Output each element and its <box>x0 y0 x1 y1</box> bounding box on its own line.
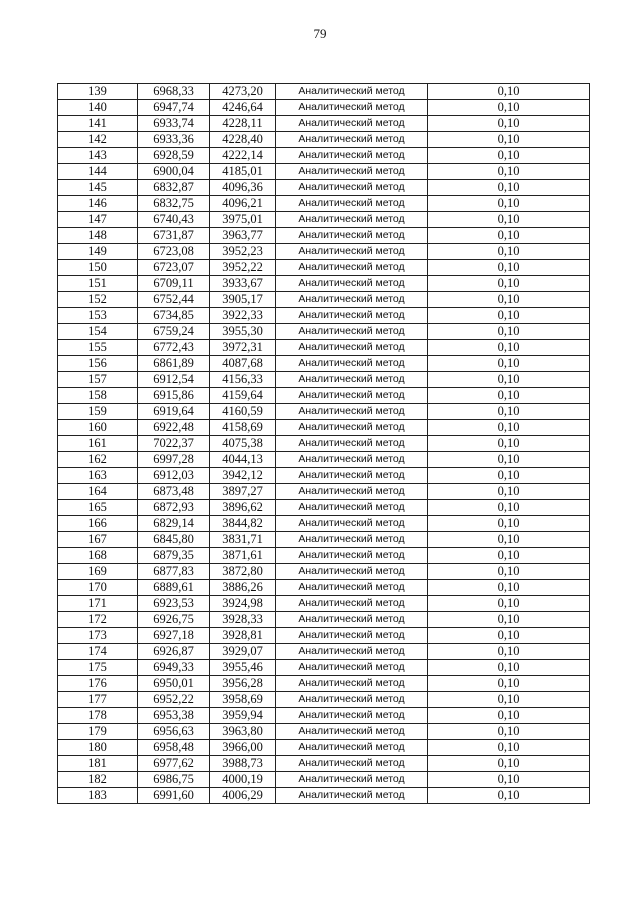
point-number-cell: 143 <box>58 148 138 164</box>
accuracy-cell: 0,10 <box>428 468 590 484</box>
x-coordinate-cell: 6950,01 <box>138 676 210 692</box>
y-coordinate-cell: 4159,64 <box>210 388 276 404</box>
method-cell: Аналитический метод <box>276 340 428 356</box>
accuracy-cell: 0,10 <box>428 516 590 532</box>
x-coordinate-cell: 6991,60 <box>138 788 210 804</box>
table-row <box>58 436 590 452</box>
accuracy-cell: 0,10 <box>428 580 590 596</box>
point-number-cell: 142 <box>58 132 138 148</box>
method-cell: Аналитический метод <box>276 180 428 196</box>
accuracy-cell: 0,10 <box>428 676 590 692</box>
y-coordinate-cell: 3928,33 <box>210 612 276 628</box>
table-row <box>58 276 590 292</box>
table-row <box>58 244 590 260</box>
accuracy-cell: 0,10 <box>428 404 590 420</box>
table-row <box>58 692 590 708</box>
method-cell: Аналитический метод <box>276 292 428 308</box>
point-number-cell: 168 <box>58 548 138 564</box>
method-cell: Аналитический метод <box>276 452 428 468</box>
y-coordinate-cell: 4006,29 <box>210 788 276 804</box>
method-cell: Аналитический метод <box>276 164 428 180</box>
point-number-cell: 180 <box>58 740 138 756</box>
table-row <box>58 324 590 340</box>
y-coordinate-cell: 3872,80 <box>210 564 276 580</box>
accuracy-cell: 0,10 <box>428 100 590 116</box>
accuracy-cell: 0,10 <box>428 356 590 372</box>
y-coordinate-cell: 3952,23 <box>210 244 276 260</box>
point-number-cell: 156 <box>58 356 138 372</box>
method-cell: Аналитический метод <box>276 308 428 324</box>
table-row <box>58 580 590 596</box>
table-row <box>58 756 590 772</box>
method-cell: Аналитический метод <box>276 372 428 388</box>
y-coordinate-cell: 4075,38 <box>210 436 276 452</box>
x-coordinate-cell: 6933,74 <box>138 116 210 132</box>
y-coordinate-cell: 4228,40 <box>210 132 276 148</box>
accuracy-cell: 0,10 <box>428 116 590 132</box>
table-row <box>58 164 590 180</box>
x-coordinate-cell: 6709,11 <box>138 276 210 292</box>
method-cell: Аналитический метод <box>276 148 428 164</box>
accuracy-cell: 0,10 <box>428 244 590 260</box>
y-coordinate-cell: 3831,71 <box>210 532 276 548</box>
method-cell: Аналитический метод <box>276 756 428 772</box>
accuracy-cell: 0,10 <box>428 420 590 436</box>
x-coordinate-cell: 6900,04 <box>138 164 210 180</box>
table-row <box>58 452 590 468</box>
point-number-cell: 163 <box>58 468 138 484</box>
table-row <box>58 724 590 740</box>
point-number-cell: 144 <box>58 164 138 180</box>
x-coordinate-cell: 6923,53 <box>138 596 210 612</box>
accuracy-cell: 0,10 <box>428 740 590 756</box>
accuracy-cell: 0,10 <box>428 756 590 772</box>
point-number-cell: 167 <box>58 532 138 548</box>
x-coordinate-cell: 6915,86 <box>138 388 210 404</box>
method-cell: Аналитический метод <box>276 660 428 676</box>
y-coordinate-cell: 4096,21 <box>210 196 276 212</box>
point-number-cell: 173 <box>58 628 138 644</box>
coordinates-table <box>57 83 590 804</box>
table-row <box>58 116 590 132</box>
table-row <box>58 260 590 276</box>
method-cell: Аналитический метод <box>276 564 428 580</box>
method-cell: Аналитический метод <box>276 420 428 436</box>
accuracy-cell: 0,10 <box>428 180 590 196</box>
point-number-cell: 146 <box>58 196 138 212</box>
table-row <box>58 132 590 148</box>
table-row <box>58 84 590 100</box>
table-row <box>58 532 590 548</box>
method-cell: Аналитический метод <box>276 132 428 148</box>
accuracy-cell: 0,10 <box>428 452 590 468</box>
y-coordinate-cell: 3966,00 <box>210 740 276 756</box>
point-number-cell: 162 <box>58 452 138 468</box>
point-number-cell: 161 <box>58 436 138 452</box>
y-coordinate-cell: 3972,31 <box>210 340 276 356</box>
method-cell: Аналитический метод <box>276 468 428 484</box>
method-cell: Аналитический метод <box>276 772 428 788</box>
table-row <box>58 596 590 612</box>
table-row <box>58 564 590 580</box>
point-number-cell: 183 <box>58 788 138 804</box>
x-coordinate-cell: 6977,62 <box>138 756 210 772</box>
point-number-cell: 166 <box>58 516 138 532</box>
point-number-cell: 150 <box>58 260 138 276</box>
accuracy-cell: 0,10 <box>428 628 590 644</box>
y-coordinate-cell: 4160,59 <box>210 404 276 420</box>
table-row <box>58 548 590 564</box>
accuracy-cell: 0,10 <box>428 724 590 740</box>
method-cell: Аналитический метод <box>276 356 428 372</box>
y-coordinate-cell: 3896,62 <box>210 500 276 516</box>
table-row <box>58 356 590 372</box>
accuracy-cell: 0,10 <box>428 692 590 708</box>
point-number-cell: 139 <box>58 84 138 100</box>
method-cell: Аналитический метод <box>276 676 428 692</box>
x-coordinate-cell: 6953,38 <box>138 708 210 724</box>
x-coordinate-cell: 6997,28 <box>138 452 210 468</box>
y-coordinate-cell: 3886,26 <box>210 580 276 596</box>
accuracy-cell: 0,10 <box>428 612 590 628</box>
method-cell: Аналитический метод <box>276 244 428 260</box>
table-row <box>58 612 590 628</box>
x-coordinate-cell: 6772,43 <box>138 340 210 356</box>
y-coordinate-cell: 3952,22 <box>210 260 276 276</box>
x-coordinate-cell: 6873,48 <box>138 484 210 500</box>
table-row <box>58 420 590 436</box>
x-coordinate-cell: 6872,93 <box>138 500 210 516</box>
accuracy-cell: 0,10 <box>428 548 590 564</box>
x-coordinate-cell: 6926,87 <box>138 644 210 660</box>
accuracy-cell: 0,10 <box>428 788 590 804</box>
table-row <box>58 628 590 644</box>
y-coordinate-cell: 3922,33 <box>210 308 276 324</box>
coordinates-table-body <box>58 84 590 804</box>
point-number-cell: 182 <box>58 772 138 788</box>
method-cell: Аналитический метод <box>276 692 428 708</box>
point-number-cell: 169 <box>58 564 138 580</box>
x-coordinate-cell: 6723,08 <box>138 244 210 260</box>
x-coordinate-cell: 7022,37 <box>138 436 210 452</box>
page-number: 79 <box>313 26 327 41</box>
method-cell: Аналитический метод <box>276 84 428 100</box>
y-coordinate-cell: 3963,80 <box>210 724 276 740</box>
table-row <box>58 148 590 164</box>
table-row <box>58 660 590 676</box>
y-coordinate-cell: 3956,28 <box>210 676 276 692</box>
point-number-cell: 164 <box>58 484 138 500</box>
y-coordinate-cell: 3905,17 <box>210 292 276 308</box>
accuracy-cell: 0,10 <box>428 708 590 724</box>
x-coordinate-cell: 6829,14 <box>138 516 210 532</box>
y-coordinate-cell: 4044,13 <box>210 452 276 468</box>
table-row <box>58 708 590 724</box>
point-number-cell: 174 <box>58 644 138 660</box>
table-row <box>58 772 590 788</box>
x-coordinate-cell: 6879,35 <box>138 548 210 564</box>
point-number-cell: 179 <box>58 724 138 740</box>
point-number-cell: 158 <box>58 388 138 404</box>
accuracy-cell: 0,10 <box>428 644 590 660</box>
point-number-cell: 159 <box>58 404 138 420</box>
point-number-cell: 152 <box>58 292 138 308</box>
point-number-cell: 160 <box>58 420 138 436</box>
method-cell: Аналитический метод <box>276 100 428 116</box>
x-coordinate-cell: 6889,61 <box>138 580 210 596</box>
x-coordinate-cell: 6919,64 <box>138 404 210 420</box>
y-coordinate-cell: 3963,77 <box>210 228 276 244</box>
y-coordinate-cell: 3988,73 <box>210 756 276 772</box>
point-number-cell: 157 <box>58 372 138 388</box>
x-coordinate-cell: 6752,44 <box>138 292 210 308</box>
method-cell: Аналитический метод <box>276 580 428 596</box>
y-coordinate-cell: 3924,98 <box>210 596 276 612</box>
x-coordinate-cell: 6986,75 <box>138 772 210 788</box>
method-cell: Аналитический метод <box>276 596 428 612</box>
table-row <box>58 100 590 116</box>
y-coordinate-cell: 3844,82 <box>210 516 276 532</box>
accuracy-cell: 0,10 <box>428 500 590 516</box>
x-coordinate-cell: 6922,48 <box>138 420 210 436</box>
table-row <box>58 228 590 244</box>
method-cell: Аналитический метод <box>276 740 428 756</box>
x-coordinate-cell: 6877,83 <box>138 564 210 580</box>
method-cell: Аналитический метод <box>276 196 428 212</box>
accuracy-cell: 0,10 <box>428 324 590 340</box>
table-row <box>58 484 590 500</box>
accuracy-cell: 0,10 <box>428 532 590 548</box>
y-coordinate-cell: 4000,19 <box>210 772 276 788</box>
accuracy-cell: 0,10 <box>428 660 590 676</box>
y-coordinate-cell: 3928,81 <box>210 628 276 644</box>
x-coordinate-cell: 6740,43 <box>138 212 210 228</box>
x-coordinate-cell: 6933,36 <box>138 132 210 148</box>
point-number-cell: 175 <box>58 660 138 676</box>
x-coordinate-cell: 6949,33 <box>138 660 210 676</box>
accuracy-cell: 0,10 <box>428 260 590 276</box>
y-coordinate-cell: 4246,64 <box>210 100 276 116</box>
table-row <box>58 340 590 356</box>
point-number-cell: 178 <box>58 708 138 724</box>
table-row <box>58 308 590 324</box>
table-row <box>58 372 590 388</box>
method-cell: Аналитический метод <box>276 628 428 644</box>
method-cell: Аналитический метод <box>276 260 428 276</box>
point-number-cell: 148 <box>58 228 138 244</box>
point-number-cell: 140 <box>58 100 138 116</box>
method-cell: Аналитический метод <box>276 516 428 532</box>
x-coordinate-cell: 6845,80 <box>138 532 210 548</box>
accuracy-cell: 0,10 <box>428 308 590 324</box>
x-coordinate-cell: 6947,74 <box>138 100 210 116</box>
point-number-cell: 172 <box>58 612 138 628</box>
accuracy-cell: 0,10 <box>428 340 590 356</box>
y-coordinate-cell: 4156,33 <box>210 372 276 388</box>
table-row <box>58 212 590 228</box>
accuracy-cell: 0,10 <box>428 596 590 612</box>
y-coordinate-cell: 4185,01 <box>210 164 276 180</box>
method-cell: Аналитический метод <box>276 116 428 132</box>
point-number-cell: 154 <box>58 324 138 340</box>
y-coordinate-cell: 4228,11 <box>210 116 276 132</box>
x-coordinate-cell: 6912,54 <box>138 372 210 388</box>
table-row <box>58 516 590 532</box>
accuracy-cell: 0,10 <box>428 84 590 100</box>
point-number-cell: 171 <box>58 596 138 612</box>
accuracy-cell: 0,10 <box>428 164 590 180</box>
x-coordinate-cell: 6968,33 <box>138 84 210 100</box>
table-row <box>58 740 590 756</box>
accuracy-cell: 0,10 <box>428 772 590 788</box>
method-cell: Аналитический метод <box>276 788 428 804</box>
x-coordinate-cell: 6912,03 <box>138 468 210 484</box>
accuracy-cell: 0,10 <box>428 196 590 212</box>
x-coordinate-cell: 6927,18 <box>138 628 210 644</box>
y-coordinate-cell: 3955,30 <box>210 324 276 340</box>
x-coordinate-cell: 6928,59 <box>138 148 210 164</box>
accuracy-cell: 0,10 <box>428 292 590 308</box>
method-cell: Аналитический метод <box>276 484 428 500</box>
table-row <box>58 196 590 212</box>
x-coordinate-cell: 6926,75 <box>138 612 210 628</box>
point-number-cell: 181 <box>58 756 138 772</box>
method-cell: Аналитический метод <box>276 548 428 564</box>
x-coordinate-cell: 6958,48 <box>138 740 210 756</box>
y-coordinate-cell: 3958,69 <box>210 692 276 708</box>
method-cell: Аналитический метод <box>276 724 428 740</box>
x-coordinate-cell: 6723,07 <box>138 260 210 276</box>
method-cell: Аналитический метод <box>276 500 428 516</box>
method-cell: Аналитический метод <box>276 388 428 404</box>
method-cell: Аналитический метод <box>276 324 428 340</box>
point-number-cell: 151 <box>58 276 138 292</box>
accuracy-cell: 0,10 <box>428 372 590 388</box>
point-number-cell: 149 <box>58 244 138 260</box>
method-cell: Аналитический метод <box>276 708 428 724</box>
point-number-cell: 153 <box>58 308 138 324</box>
x-coordinate-cell: 6952,22 <box>138 692 210 708</box>
method-cell: Аналитический метод <box>276 276 428 292</box>
point-number-cell: 141 <box>58 116 138 132</box>
point-number-cell: 177 <box>58 692 138 708</box>
table-row <box>58 676 590 692</box>
method-cell: Аналитический метод <box>276 644 428 660</box>
accuracy-cell: 0,10 <box>428 276 590 292</box>
x-coordinate-cell: 6734,85 <box>138 308 210 324</box>
y-coordinate-cell: 4087,68 <box>210 356 276 372</box>
y-coordinate-cell: 4273,20 <box>210 84 276 100</box>
point-number-cell: 170 <box>58 580 138 596</box>
x-coordinate-cell: 6731,87 <box>138 228 210 244</box>
y-coordinate-cell: 3871,61 <box>210 548 276 564</box>
accuracy-cell: 0,10 <box>428 132 590 148</box>
y-coordinate-cell: 3975,01 <box>210 212 276 228</box>
method-cell: Аналитический метод <box>276 612 428 628</box>
accuracy-cell: 0,10 <box>428 484 590 500</box>
method-cell: Аналитический метод <box>276 404 428 420</box>
accuracy-cell: 0,10 <box>428 388 590 404</box>
x-coordinate-cell: 6861,89 <box>138 356 210 372</box>
y-coordinate-cell: 3959,94 <box>210 708 276 724</box>
accuracy-cell: 0,10 <box>428 564 590 580</box>
y-coordinate-cell: 3955,46 <box>210 660 276 676</box>
accuracy-cell: 0,10 <box>428 228 590 244</box>
y-coordinate-cell: 3897,27 <box>210 484 276 500</box>
table-row <box>58 180 590 196</box>
table-row <box>58 644 590 660</box>
accuracy-cell: 0,10 <box>428 148 590 164</box>
method-cell: Аналитический метод <box>276 532 428 548</box>
table-row <box>58 788 590 804</box>
table-row <box>58 500 590 516</box>
y-coordinate-cell: 4222,14 <box>210 148 276 164</box>
point-number-cell: 165 <box>58 500 138 516</box>
method-cell: Аналитический метод <box>276 212 428 228</box>
y-coordinate-cell: 3933,67 <box>210 276 276 292</box>
y-coordinate-cell: 3929,07 <box>210 644 276 660</box>
y-coordinate-cell: 4096,36 <box>210 180 276 196</box>
method-cell: Аналитический метод <box>276 436 428 452</box>
point-number-cell: 155 <box>58 340 138 356</box>
point-number-cell: 145 <box>58 180 138 196</box>
table-row <box>58 292 590 308</box>
accuracy-cell: 0,10 <box>428 212 590 228</box>
y-coordinate-cell: 3942,12 <box>210 468 276 484</box>
x-coordinate-cell: 6956,63 <box>138 724 210 740</box>
x-coordinate-cell: 6759,24 <box>138 324 210 340</box>
method-cell: Аналитический метод <box>276 228 428 244</box>
x-coordinate-cell: 6832,75 <box>138 196 210 212</box>
x-coordinate-cell: 6832,87 <box>138 180 210 196</box>
point-number-cell: 147 <box>58 212 138 228</box>
table-row <box>58 404 590 420</box>
table-row <box>58 388 590 404</box>
y-coordinate-cell: 4158,69 <box>210 420 276 436</box>
accuracy-cell: 0,10 <box>428 436 590 452</box>
table-row <box>58 468 590 484</box>
point-number-cell: 176 <box>58 676 138 692</box>
